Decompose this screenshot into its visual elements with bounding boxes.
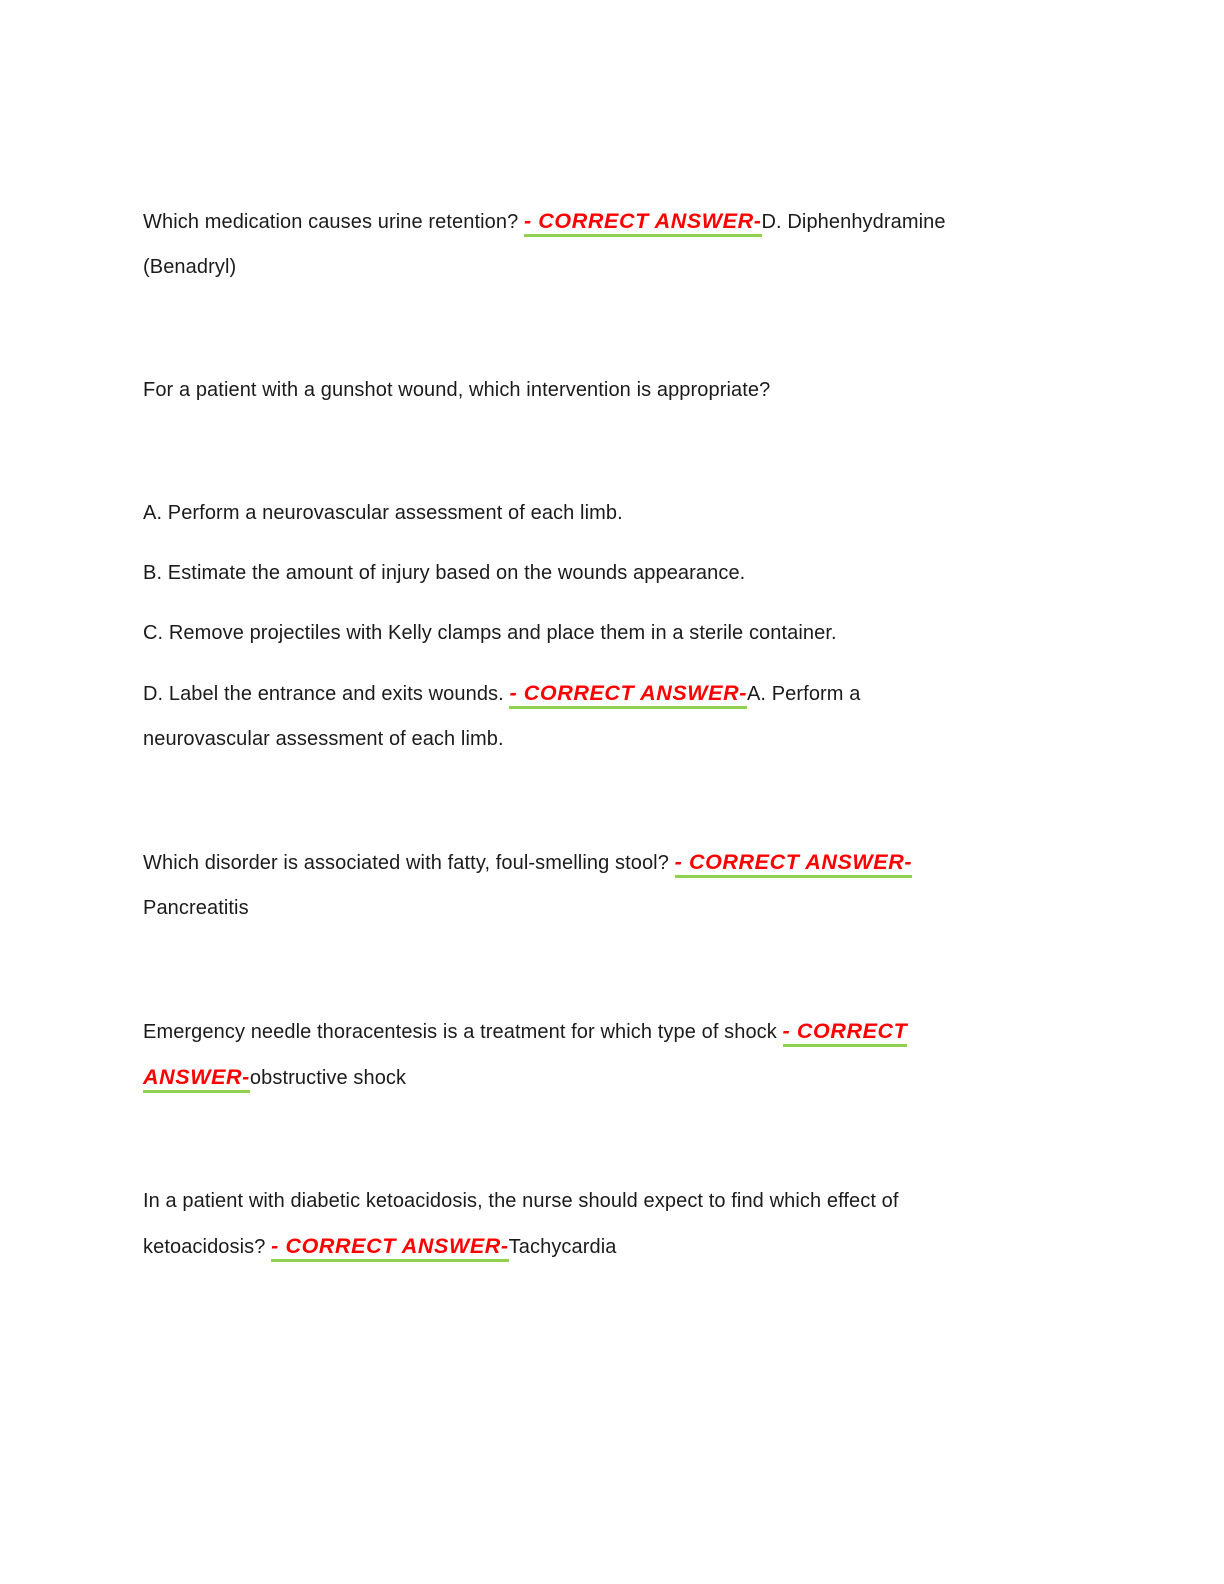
text-line bbox=[143, 717, 1084, 762]
question-text: neurovascular assessment of each limb. bbox=[143, 728, 504, 750]
correct-answer-marker: - CORRECT ANSWER- bbox=[524, 209, 762, 237]
question-text: A. Perform a bbox=[746, 683, 861, 705]
question-text: obstructive shock bbox=[249, 1067, 407, 1089]
question-text: B. Estimate the amount of injury based on the wounds appearance. bbox=[143, 562, 746, 584]
paragraph bbox=[143, 611, 1084, 656]
paragraph bbox=[143, 368, 1084, 413]
question-block bbox=[143, 491, 1084, 762]
question-text: Which medication causes urine retention? bbox=[143, 211, 524, 233]
correct-answer-marker: ANSWER- bbox=[143, 1065, 250, 1093]
question-block bbox=[143, 1009, 1084, 1101]
question-text: Which disorder is associated with fatty, foul-smelling stool? bbox=[143, 852, 675, 874]
text-line bbox=[143, 245, 1084, 290]
question-text: Tachycardia bbox=[508, 1236, 617, 1258]
question-block bbox=[143, 199, 1084, 290]
question-text: Pancreatitis bbox=[143, 897, 249, 919]
question-text: D. Label the entrance and exits wounds. bbox=[143, 683, 510, 705]
paragraph bbox=[143, 551, 1084, 596]
text-line bbox=[143, 1224, 1084, 1270]
paragraph bbox=[143, 199, 1084, 290]
question-block bbox=[143, 368, 1084, 413]
text-line bbox=[143, 368, 1084, 413]
paragraph bbox=[143, 840, 1084, 931]
paragraph bbox=[143, 491, 1084, 536]
paragraph bbox=[143, 1009, 1084, 1101]
question-text: (Benadryl) bbox=[143, 256, 237, 278]
text-line bbox=[143, 551, 1084, 596]
text-line bbox=[143, 671, 1084, 717]
text-line bbox=[143, 1179, 1084, 1224]
text-line bbox=[143, 611, 1084, 656]
text-line bbox=[143, 1009, 1084, 1055]
paragraph bbox=[143, 1179, 1084, 1270]
question-text: In a patient with diabetic ketoacidosis, the nurse should expect to find which effect of bbox=[143, 1190, 899, 1212]
correct-answer-marker: - CORRECT ANSWER- bbox=[271, 1234, 509, 1262]
question-text: C. Remove projectiles with Kelly clamps and place them in a sterile container. bbox=[143, 622, 837, 644]
question-text: D. Diphenhydramine bbox=[761, 211, 946, 233]
paragraph bbox=[143, 671, 1084, 762]
correct-answer-marker: - CORRECT ANSWER- bbox=[509, 681, 747, 709]
question-text: ketoacidosis? bbox=[143, 1236, 272, 1258]
text-line bbox=[143, 199, 1084, 245]
question-text: Emergency needle thoracentesis is a treatment for which type of shock bbox=[143, 1021, 783, 1043]
text-line bbox=[143, 886, 1084, 931]
correct-answer-marker: - CORRECT ANSWER- bbox=[675, 850, 913, 878]
question-block bbox=[143, 1179, 1084, 1270]
question-text: A. Perform a neurovascular assessment of each limb. bbox=[143, 502, 623, 524]
correct-answer-marker: - CORRECT bbox=[783, 1019, 908, 1047]
question-text: For a patient with a gunshot wound, which intervention is appropriate? bbox=[143, 379, 771, 401]
question-block bbox=[143, 840, 1084, 931]
text-line bbox=[143, 491, 1084, 536]
text-line bbox=[143, 1055, 1084, 1101]
text-line bbox=[143, 840, 1084, 886]
